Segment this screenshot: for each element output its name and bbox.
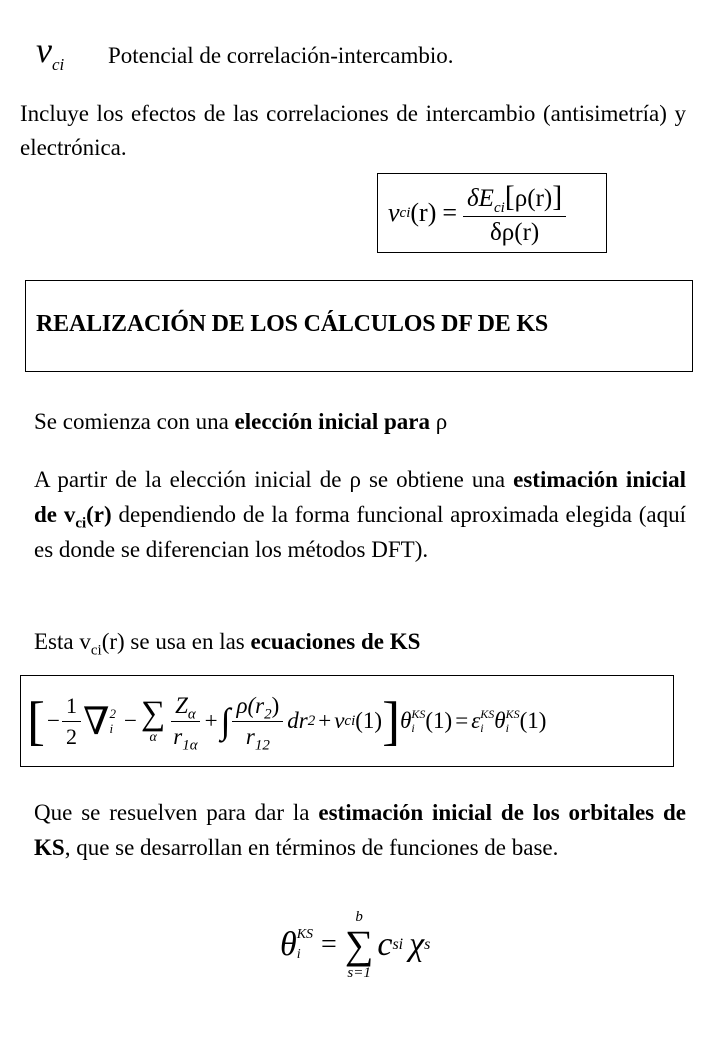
ks-eps-sup: KS bbox=[480, 707, 495, 721]
p1-text: Se comienza con una bbox=[34, 409, 235, 434]
ks-eps-sub: i bbox=[480, 721, 484, 735]
ks-rho-num-end: ) bbox=[271, 692, 280, 718]
formula1-lhs-arg: (r) bbox=[410, 198, 437, 227]
ks-rho-num-sub: 2 bbox=[264, 706, 272, 723]
formula1-rbracket: ] bbox=[552, 179, 563, 213]
ks-integral: ∫ bbox=[220, 701, 231, 741]
ks-sum-sub: α bbox=[149, 730, 157, 745]
ks-z-num: Z bbox=[175, 692, 188, 718]
p3-bold: ecuaciones de KS bbox=[250, 629, 421, 654]
p2-t1: A partir de la elección inicial de bbox=[34, 467, 350, 492]
formula1-equals: = bbox=[442, 198, 458, 227]
ks-sum-symbol: ∑ bbox=[141, 695, 166, 732]
ks-v-arg: (1) bbox=[355, 708, 383, 733]
formula1-numerator bbox=[463, 180, 566, 217]
ks-v: v bbox=[334, 708, 345, 733]
p2-bold-sub: ci bbox=[75, 515, 87, 532]
ks-theta2-arg: (1) bbox=[519, 708, 547, 733]
ks-equation: [ − $\frac{1}{2}$ ∇ 2 i − ∑ α $\frac{Z_\alpha}{r_{1\alpha}}$ + ∫ $\frac{\rho(r_2)}{r_{12}}$ dr 2 + v ci (1) ] θ KS i (1) = ε KS i θ KS i (1) bbox=[27, 691, 547, 754]
p2-bold-end: (r) bbox=[86, 502, 112, 527]
formula1-lbracket: [ bbox=[504, 179, 515, 213]
expansion-theta: θ bbox=[280, 926, 297, 963]
p2-t3: dependiendo de la forma funcional aproximada elegida (aquí es donde se diferencian los métodos DFT). bbox=[34, 502, 686, 562]
ks-minus1: − bbox=[46, 708, 60, 733]
formula1-lhs: v bbox=[388, 198, 400, 227]
paragraph-ks-equations bbox=[34, 625, 420, 659]
vci-title: Potencial de correlación-intercambio. bbox=[108, 43, 454, 68]
ks-half bbox=[62, 693, 81, 750]
p2-bold: estimación inicial de v bbox=[34, 467, 686, 527]
ks-z-den-sub: 1α bbox=[182, 737, 198, 754]
ks-eps: ε bbox=[471, 708, 481, 733]
ks-r12-den: r bbox=[245, 723, 255, 749]
p3-t1: Esta v bbox=[34, 629, 91, 654]
formula1-denominator: δρ(r) bbox=[490, 218, 540, 246]
ks-half-num: 1 bbox=[62, 693, 81, 722]
ks-equals: = bbox=[455, 708, 469, 733]
ks-z-num-sub: α bbox=[187, 706, 196, 723]
p4-t2: , que se desarrollan en términos de funciones de base. bbox=[64, 835, 559, 860]
ks-sum bbox=[141, 697, 165, 745]
ks-rho-fraction bbox=[232, 692, 283, 754]
ks-plus1: + bbox=[204, 708, 218, 733]
vci-symbol-sub: ci bbox=[51, 55, 65, 75]
p3-sub: ci bbox=[90, 642, 102, 659]
vci-formula-box bbox=[377, 173, 607, 253]
p4-t1: Que se resuelven para dar la bbox=[34, 800, 319, 825]
expansion-theta-sub: i bbox=[296, 947, 301, 962]
p1-bold: elección inicial para bbox=[234, 409, 436, 434]
p1-rho: ρ bbox=[435, 409, 448, 434]
ks-theta-sub: i bbox=[411, 721, 415, 735]
ks-theta2-sup: KS bbox=[505, 707, 520, 721]
p2-t2: se obtiene una bbox=[360, 467, 514, 492]
ks-dr: dr bbox=[287, 708, 308, 733]
p3-t2: (r) se usa en las bbox=[101, 629, 251, 654]
expansion-equals: = bbox=[321, 929, 337, 960]
ks-nabla-sup: 2 bbox=[109, 706, 117, 721]
ks-minus2: − bbox=[124, 708, 137, 733]
expansion-chi: χ bbox=[409, 926, 425, 963]
ks-lbracket: [ bbox=[27, 691, 45, 751]
ks-half-den: 2 bbox=[65, 723, 77, 749]
expansion-sum-upper: b bbox=[355, 909, 363, 925]
formula1-num-delta: δE bbox=[467, 184, 494, 212]
ks-plus2: + bbox=[318, 708, 332, 733]
heading-box bbox=[25, 280, 693, 372]
ks-r12-den-sub: 12 bbox=[254, 737, 270, 754]
formula1-fraction bbox=[463, 180, 566, 247]
formula1-num-arg: ρ(r) bbox=[514, 184, 553, 212]
expansion-theta-sup: KS bbox=[296, 927, 314, 942]
expansion-sum-lower: s=1 bbox=[347, 965, 371, 981]
p4-bold: estimación inicial de los orbitales de KS bbox=[34, 800, 686, 860]
vci-description: Incluye los efectos de las correlaciones de intercambio (antisimetría) y electrónica. bbox=[20, 101, 686, 160]
basis-expansion-formula: θ KS i = b ∑ s=1 c si χ s bbox=[280, 909, 431, 981]
ks-nabla-sub: i bbox=[109, 721, 114, 736]
ks-equation-box bbox=[20, 675, 674, 767]
ks-z-fraction bbox=[169, 692, 201, 754]
vci-symbol-v: v bbox=[36, 30, 52, 70]
formula1-num-sub: ci bbox=[493, 199, 505, 216]
ks-z-den: r bbox=[173, 723, 183, 749]
ks-rho-num: ρ(r bbox=[236, 692, 265, 718]
ks-nabla: ∇ bbox=[82, 700, 110, 743]
paragraph-initial-choice bbox=[34, 405, 447, 439]
ks-theta2-sub: i bbox=[505, 721, 509, 735]
vci-formula: v ci (r) = $\frac{\delta E_{ci}[\rho(r)]}{\delta\rho(r)}$ bbox=[388, 178, 566, 248]
expansion-sum bbox=[345, 909, 374, 981]
ks-theta: θ bbox=[400, 708, 412, 733]
vci-symbol bbox=[36, 30, 65, 75]
expansion-sum-symbol: ∑ bbox=[344, 922, 374, 967]
ks-rbracket: ] bbox=[382, 691, 401, 751]
ks-theta-arg: (1) bbox=[425, 708, 453, 733]
ks-theta-sup: KS bbox=[411, 707, 426, 721]
expansion-c: c bbox=[377, 926, 393, 963]
p2-rho: ρ bbox=[349, 467, 361, 492]
ks-theta2: θ bbox=[494, 708, 506, 733]
paragraph-ks-orbitals bbox=[34, 795, 686, 865]
paragraph-vci-estimate bbox=[34, 462, 686, 567]
section-heading: REALIZACIÓN DE LOS CÁLCULOS DF DE KS bbox=[36, 311, 549, 337]
